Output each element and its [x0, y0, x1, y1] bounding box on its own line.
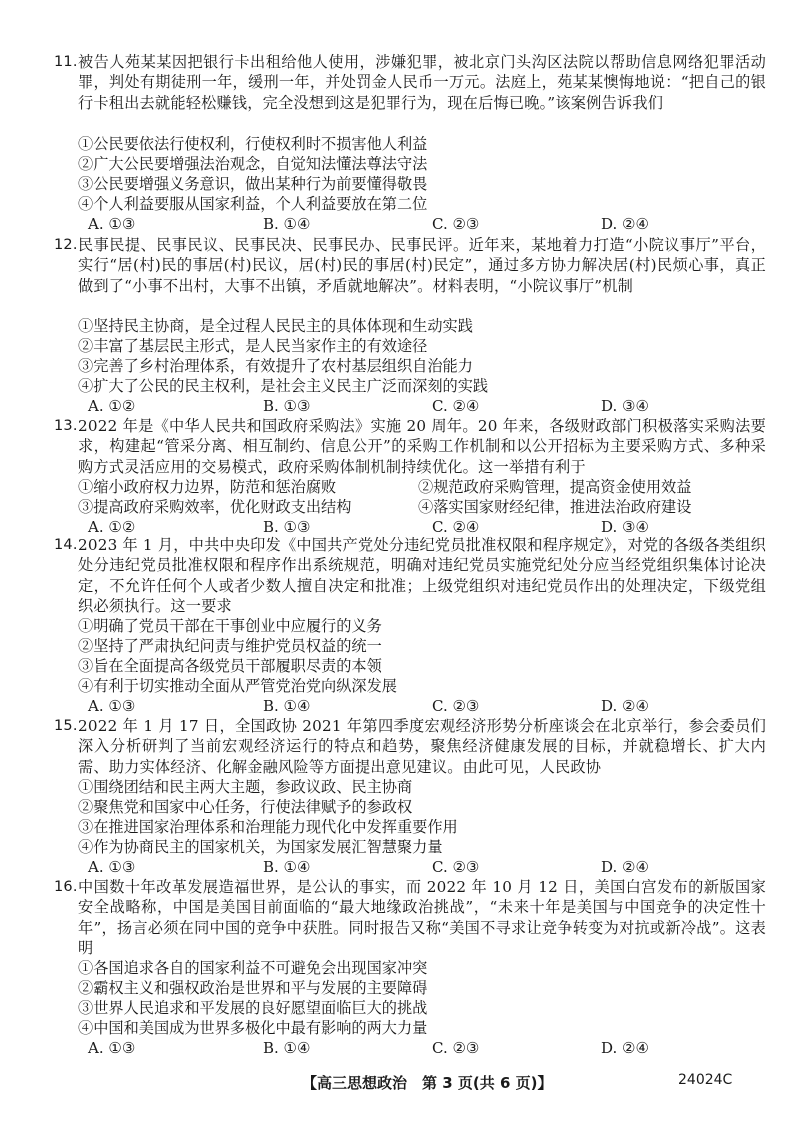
choice-a[interactable]: A. ①②	[88, 518, 136, 536]
question-stem	[54, 52, 766, 133]
choice-b[interactable]: B. ①③	[263, 518, 311, 536]
question-number: 14.	[54, 537, 78, 553]
question-stem	[54, 877, 766, 958]
statement: ②聚焦党和国家中心任务，行使法律赋予的参政权	[78, 798, 413, 816]
statement: ④中国和美国成为世界多极化中最有影响的两大力量	[78, 1019, 428, 1037]
statement: ④个人利益要服从国家利益，个人利益要放在第二位	[78, 195, 428, 213]
question-number: 15.	[54, 718, 78, 734]
statement: ①公民要依法行使权利，行使权利时不损害他人利益	[78, 135, 428, 153]
question-number: 16.	[54, 879, 78, 895]
question-text: 中国数十年改革发展造福世界，是公认的事实，而 2022 年 10 月 12 日，美国白宫发布的新版国家安全战略称，中国是美国目前面临的“最大地缘政治挑战”，“未来十年是美国与中国竞争的决定性十年”，扬言必须在同中国的竞争中获胜。同时报告又称“美国不寻求让竞争转变为对抗或新冷战”。这表明	[78, 878, 766, 957]
question-text: 2022 年 1 月 17 日，全国政协 2021 年第四季度宏观经济形势分析座谈会在北京举行，参会委员们深入分析研判了当前宏观经济运行的特点和趋势，聚焦经济健康发展的目标，并就稳增长、扩大内需、助力实体经济、化解金融风险等方面提出意见建议。由此可见，人民政协	[78, 717, 766, 776]
statement: ①围绕团结和民主两大主题，参政议政、民主协商	[78, 778, 413, 796]
choice-d[interactable]: D. ②④	[601, 215, 649, 233]
choice-d[interactable]: D. ②④	[601, 1039, 649, 1057]
choice-c[interactable]: C. ②④	[432, 397, 480, 415]
statement: ④扩大了公民的民主权利，是社会主义民主广泛而深刻的实践	[78, 377, 489, 395]
page-footer	[0, 1072, 794, 1096]
choice-a[interactable]: A. ①③	[88, 1039, 136, 1057]
choice-d[interactable]: D. ③④	[601, 397, 649, 415]
statement: ④有利于切实推动全面从严管党治党向纵深发展	[78, 677, 397, 695]
question-stem	[54, 535, 766, 616]
choice-b[interactable]: B. ①④	[263, 1039, 311, 1057]
choice-a[interactable]: A. ①②	[88, 397, 136, 415]
question-number: 13.	[54, 418, 78, 434]
question-text: 被告人苑某某因把银行卡出租给他人使用，涉嫌犯罪，被北京门头沟区法院以帮助信息网络犯罪活动罪，判处有期徒刑一年，缓刑一年，并处罚金人民币一万元。法庭上，苑某某懊悔地说：“把自己的银行卡租出去就能轻松赚钱，完全没想到这是犯罪行为，现在后悔已晚。”该案例告诉我们	[78, 53, 766, 112]
statement-pair	[78, 477, 768, 497]
statement: ③旨在全面提高各级党员干部履职尽责的本领	[78, 657, 382, 675]
choice-b[interactable]: B. ①④	[263, 215, 311, 233]
statement-pair	[78, 497, 768, 517]
choice-b[interactable]: B. ①④	[263, 697, 311, 715]
statement: ①各国追求各自的国家利益不可避免会出现国家冲突	[78, 959, 428, 977]
footer-title: 【高三思想政治 第 3 页(共 6 页)】	[302, 1074, 553, 1092]
statement: ③公民要增强义务意识，做出某种行为前要懂得敬畏	[78, 175, 428, 193]
statement: ③完善了乡村治理体系，有效提升了农村基层组织自治能力	[78, 357, 473, 375]
statement: ①明确了党员干部在干事创业中应履行的义务	[78, 617, 382, 635]
statement: ③在推进国家治理体系和治理能力现代化中发挥重要作用	[78, 818, 458, 836]
question-text: 2023 年 1 月，中共中央印发《中国共产党处分违纪党员批准权限和程序规定》，对党的各级各类组织处分违纪党员批准权限和程序作出系统规范，明确对违纪党员实施党纪处分应当经党组织集体讨论决定，不允许任何个人或者少数人擅自决定和批准；上级党组织对违纪党员作出的处理决定，下级党组织必须执行。这一要求	[78, 536, 766, 615]
question-text: 2022 年是《中华人民共和国政府采购法》实施 20 周年。20 年来，各级财政部门积极落实采购法要求，构建起“管采分离、相互制约、信息公开”的采购工作机制和以公开招标为主要采购方式、多种采购方式灵活应用的交易模式，政府采购体制机制持续优化。这一举措有利于	[78, 417, 766, 476]
choice-a[interactable]: A. ①③	[88, 215, 136, 233]
choice-c[interactable]: C. ②③	[432, 215, 480, 233]
question-number: 11.	[54, 54, 78, 70]
statement: ③提高政府采购效率，优化财政支出结构	[78, 498, 352, 516]
question-stem	[54, 416, 766, 477]
statement: ④落实国家财经纪律，推进法治政府建设	[418, 498, 692, 516]
choice-b[interactable]: B. ①③	[263, 397, 311, 415]
question-stem	[54, 716, 766, 777]
choice-c[interactable]: C. ②③	[432, 697, 480, 715]
statement: ③世界人民追求和平发展的良好愿望面临巨大的挑战	[78, 999, 428, 1017]
choice-a[interactable]: A. ①③	[88, 858, 136, 876]
statement: ②丰富了基层民主形式，是人民当家作主的有效途径	[78, 337, 428, 355]
choice-d[interactable]: D. ②④	[601, 858, 649, 876]
question-text: 民事民提、民事民议、民事民决、民事民办、民事民评。近年来，某地着力打造“小院议事厅”平台，实行“居(村)民的事居(村)民议，居(村)民的事居(村)民定”，通过多方协力解决居(村)民烦心事，真正做到了“小事不出村，大事不出镇，矛盾就地解决”。材料表明，“小院议事厅”机制	[78, 236, 766, 295]
question-number: 12.	[54, 237, 78, 253]
choice-c[interactable]: C. ②③	[432, 858, 480, 876]
choice-d[interactable]: D. ③④	[601, 518, 649, 536]
choice-d[interactable]: D. ②④	[601, 697, 649, 715]
statement: ②霸权主义和强权政治是世界和平与发展的主要障碍	[78, 979, 428, 997]
statement: ①缩小政府权力边界，防范和惩治腐败	[78, 478, 337, 496]
choice-a[interactable]: A. ①③	[88, 697, 136, 715]
statement: ②规范政府采购管理，提高资金使用效益	[418, 478, 692, 496]
statement: ②坚持了严肃执纪问责与维护党员权益的统一	[78, 637, 382, 655]
statement: ②广大公民要增强法治观念，自觉知法懂法尊法守法	[78, 155, 428, 173]
choice-c[interactable]: C. ②④	[432, 518, 480, 536]
question-stem	[54, 235, 766, 316]
statement: ①坚持民主协商，是全过程人民民主的具体体现和生动实践	[78, 317, 473, 335]
choice-b[interactable]: B. ①④	[263, 858, 311, 876]
choice-c[interactable]: C. ②③	[432, 1039, 480, 1057]
footer-code: 24024C	[678, 1072, 733, 1088]
statement: ④作为协商民主的国家机关，为国家发展汇智慧聚力量	[78, 838, 443, 856]
